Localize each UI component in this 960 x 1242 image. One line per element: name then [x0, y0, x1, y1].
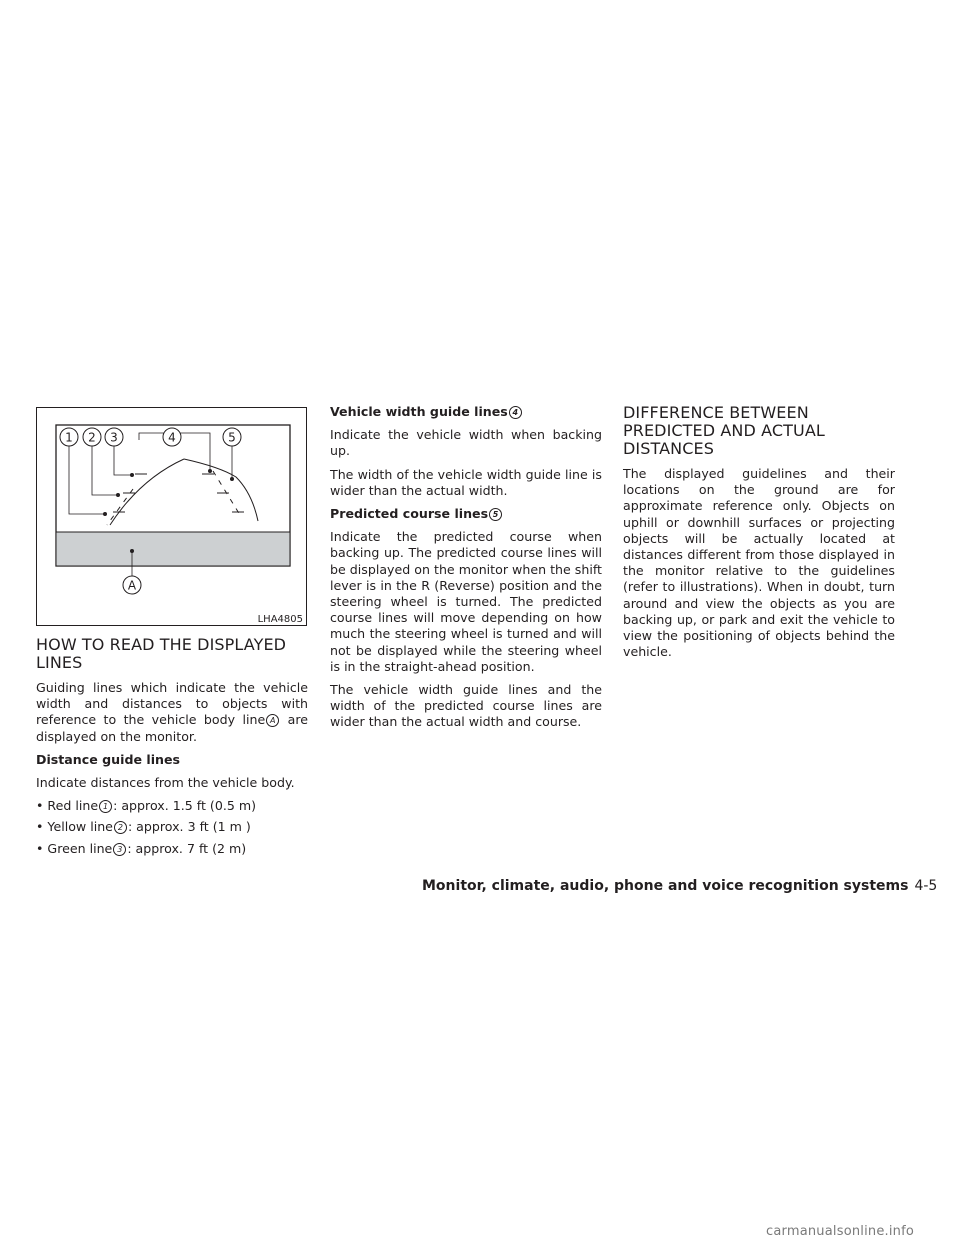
svg-text:2: 2	[88, 430, 96, 445]
svg-text:5: 5	[228, 430, 236, 445]
callout-4	[163, 428, 181, 446]
marker-2: 2	[114, 821, 127, 834]
callout-1	[60, 428, 78, 446]
callout-2	[83, 428, 101, 446]
marker-4: 4	[509, 406, 522, 419]
page-number: 4-5	[914, 878, 938, 894]
section-heading-difference: DIFFERENCE BETWEEN PREDICTED AND ACTUAL DISTANCES	[623, 403, 825, 458]
figure-code: LHA4805	[257, 614, 303, 625]
marker-1: 1	[99, 800, 112, 813]
marker-3: 3	[113, 843, 126, 856]
bullet-yellow-line: • Yellow line 2 : approx. 3 ft (1 m )	[36, 819, 251, 835]
bullet-green-line: • Green line 3 : approx. 7 ft (2 m)	[36, 840, 247, 856]
camera-guide-lines-figure	[36, 407, 307, 626]
paragraph-difference: The displayed guidelines and their locations on the ground are for approximate reference only. Objects on uphill or downhill surfaces or projecting objects will be actually located at distances different from those displayed in the monitor relative to the guidelines (refer to illustrations). When in doubt, turn around and view the objects as you are backing up, or park and exit the vehicle to view the positioning of objects behind the vehicle.	[623, 466, 895, 660]
page-footer	[422, 878, 938, 894]
callout-3	[105, 428, 123, 446]
svg-text:3: 3	[110, 430, 118, 445]
callout-a	[123, 576, 141, 594]
bullet-red-line: • Red line 1 : approx. 1.5 ft (0.5 m)	[36, 798, 257, 814]
paragraph-width-wider: The width of the vehicle width guide line is wider than the actual width.	[330, 466, 602, 498]
column-difference	[623, 404, 895, 667]
subheading-predicted-course-lines: Predicted course lines 5	[330, 506, 602, 522]
watermark: carmanualsonline.info	[766, 1224, 915, 1239]
paragraph-wider-than-actual: The vehicle width guide lines and the width of the predicted course lines are wider than the actual width and course.	[330, 682, 602, 730]
paragraph-width-indicate: Indicate the vehicle width when backing up.	[330, 427, 602, 459]
subheading-distance-guide-lines: Distance guide lines	[36, 751, 181, 767]
svg-text:1: 1	[65, 430, 73, 445]
footer-section-title: Monitor, climate, audio, phone and voice recognition systems	[422, 878, 909, 894]
intro-paragraph: Guiding lines which indicate the vehicle width and distances to objects with reference to the vehicle body line A are displayed on the monitor.	[36, 680, 309, 744]
svg-text:A: A	[127, 578, 137, 593]
column-guide-line-types	[330, 404, 602, 738]
figure-illustration	[36, 407, 307, 626]
vehicle-bumper	[57, 532, 290, 566]
subheading-vehicle-width-guide-lines: Vehicle width guide lines 4	[330, 404, 602, 420]
column-how-to-read	[36, 636, 308, 862]
svg-text:4: 4	[168, 430, 176, 445]
callout-5	[223, 428, 241, 446]
section-heading: HOW TO READ THE DISPLAYED LINES	[36, 635, 287, 672]
paragraph-predicted-course: Indicate the predicted course when backing up. The predicted course lines will be displayed on the monitor when the shift lever is in the R (Reverse) position and the steering wheel is turned. The predicted course lines will move depending on how much the steering wheel is turned and will not be displayed while the steering wheel is in the straight-ahead position.	[330, 529, 602, 674]
marker-5: 5	[489, 508, 502, 521]
distance-description: Indicate distances from the vehicle body.	[36, 775, 295, 791]
marker-a: A	[266, 714, 279, 727]
